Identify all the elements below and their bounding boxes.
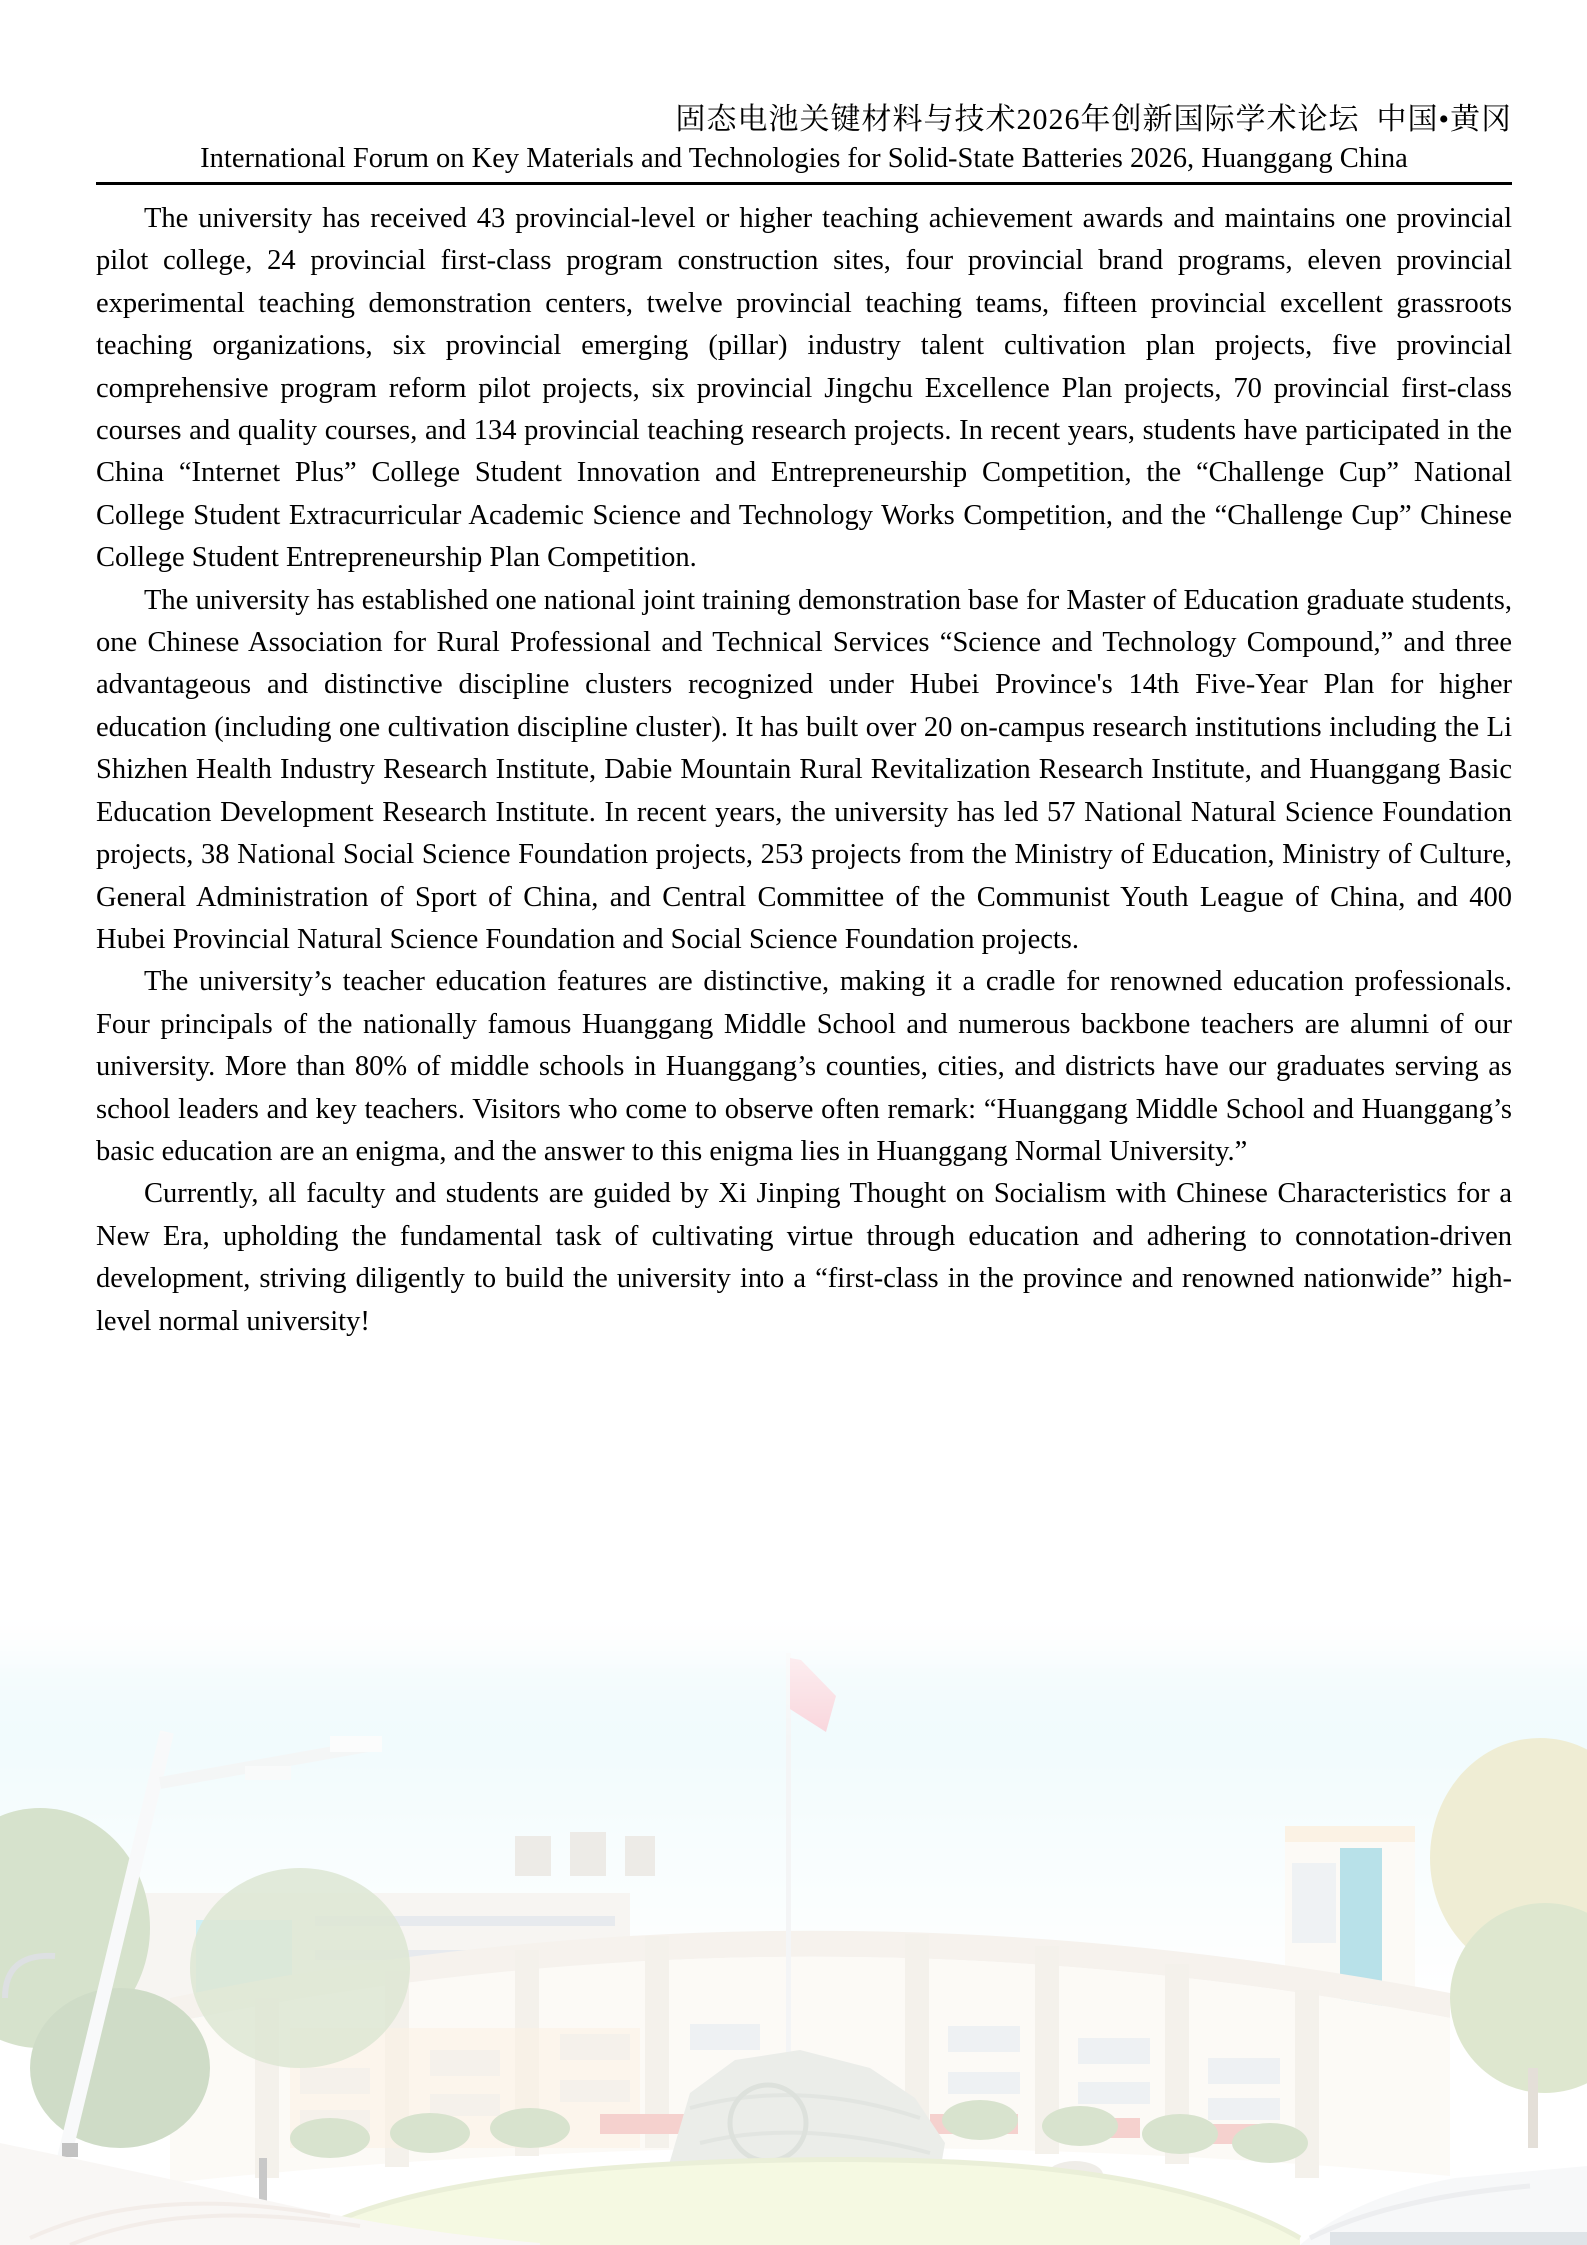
lamp-head bbox=[330, 1736, 382, 1752]
tree-left bbox=[190, 1868, 410, 2068]
curb-strip bbox=[1330, 2232, 1587, 2245]
lamp-head bbox=[245, 1766, 291, 1780]
campus-photo-watermark bbox=[0, 1598, 1587, 2245]
rooftop-box bbox=[625, 1836, 655, 1876]
page-header bbox=[96, 100, 1512, 185]
header-title-english: International Forum on Key Materials and Technologies for Solid-State Batteries 2026, Huanggang China bbox=[200, 143, 1408, 174]
tree-left bbox=[30, 1988, 210, 2148]
document-text bbox=[96, 198, 1512, 1343]
pole-band bbox=[62, 2143, 78, 2157]
rooftop-box bbox=[570, 1832, 606, 1876]
header-title-chinese: 固态电池关键材料与技术2026年创新国际学术论坛 中国•黄冈 bbox=[675, 103, 1512, 136]
paragraph-3: The university’s teacher education features are distinctive, making it a cradle for renowned education professionals. Four principals of the nationally famous Huanggang Middle School and numerous backbone teachers are alumni of our university. More than 80% of middle schools in Huanggang’s counties, cities, and districts have our graduates serving as school leaders and key teachers. Visitors who come to observe often remark: “Huanggang Middle School and Huanggang’s basic education are an enigma, and the answer to this enigma lies in Huanggang Normal University.” bbox=[96, 966, 1512, 1167]
tree-trunk bbox=[1528, 2068, 1538, 2148]
lawn bbox=[295, 2160, 1300, 2245]
paragraph-4: Currently, all faculty and students are guided by Xi Jinping Thought on Socialism with Chinese Characteristics for a New Era, upholding the fundamental task of cultivating virtue through education and adhering to connotation-driven development, striving diligently to build the university into a “first-class in the province and renowned nationwide” high-level normal university! bbox=[96, 1178, 1512, 1337]
photo-top-fade bbox=[0, 1598, 1587, 1738]
paragraph-1: The university has received 43 provincial-level or higher teaching achievement awards and maintains one provincial pilot college, 24 provincial first-class program construction sites, four provincial brand programs, eleven provincial experimental teaching demonstration centers, twelve provincial teaching teams, fifteen provincial excellent grassroots teaching organizations, six provincial emerging (pillar) industry talent cultivation plan projects, five provincial comprehensive program reform pilot projects, six provincial Jingchu Excellence Plan projects, 70 provincial first-class courses and quality courses, and 134 provincial teaching research projects. In recent years, students have participated in the China “Internet Plus” College Student Innovation and Entrepreneurship Competition, the “Challenge Cup” National College Student Extracurricular Academic Science and Technology Works Competition, and the “Challenge Cup” Chinese College Student Entrepreneurship Plan Competition. bbox=[96, 203, 1512, 574]
paragraph-2: The university has established one national joint training demonstration base for Master of Education graduate students, one Chinese Association for Rural Professional and Technical Services “Science and Technology Compound,” and three advantageous and distinctive discipline clusters recognized under Hubei Province's 14th Five-Year Plan for higher education (including one cultivation discipline cluster). It has built over 20 on-campus research institutions including the Li Shizhen Health Industry Research Institute, Dabie Mountain Rural Revitalization Research Institute, and Huanggang Basic Education Development Research Institute. In recent years, the university has led 57 National Natural Science Foundation projects, 38 National Social Science Foundation projects, 253 projects from the Ministry of Education, Ministry of Culture, General Administration of Sport of China, and Central Committee of the Communist Youth League of China, and 400 Hubei Provincial Natural Science Foundation and Social Science Foundation projects. bbox=[96, 584, 1512, 955]
rooftop-box bbox=[515, 1836, 551, 1876]
